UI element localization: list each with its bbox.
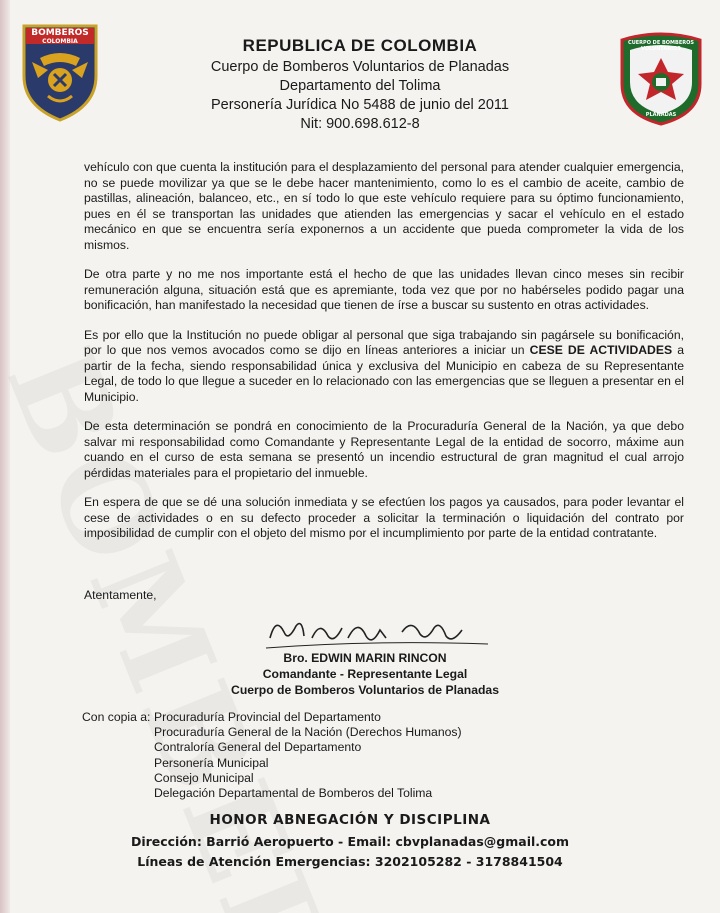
copy-recipient: Consejo Municipal [154, 770, 254, 785]
nit-number: Nit: 900.698.612-8 [300, 116, 420, 132]
copies-label: Con copia a: [82, 710, 151, 724]
right-logo-text [620, 40, 702, 52]
copy-recipient: Personería Municipal [154, 755, 269, 770]
organization-name: Cuerpo de Bomberos Voluntarios de Planadas [210, 59, 510, 75]
cese-actividades-emphasis: CESE DE ACTIVIDADES [529, 343, 673, 357]
address-email-line: Dirección: Barrió Aeropuerto - Email: cbvplanadas@gmail.com [130, 834, 570, 849]
country-title: REPUBLICA DE COLOMBIA [242, 36, 478, 55]
copy-recipient: Procuraduría Provincial del Departamento [154, 710, 381, 724]
paragraph-3-end: a partir de la fecha, siendo responsabilidad única y exclusiva del Municipio en cabeza de su Representante Legal, de todo lo que llegue a suceder en lo relacionado con las emergencias que se lleguen a presentar en el Municipio. [84, 343, 684, 404]
left-logo-top-text: BOMBEROS [31, 28, 89, 38]
copy-recipient: Procuraduría General de la Nación (Derechos Humanos) [154, 725, 462, 740]
emergency-phones-line: Líneas de Atención Emergencias: 3202105282 - 3178841504 [137, 854, 563, 869]
handwritten-signature [262, 608, 492, 656]
paragraph-1: vehículo con que cuenta la institución para el desplazamiento del personal para atender cualquier emergencia, no se puede movilizar ya que se le debe hacer mantenimiento, como lo es el cambio de aceite, cambio de pastillas, alineación, balanceo, etc., en sí todo lo que este vehículo requiere para su óptimo funcionamiento, pues en él se transportan las unidades que atienden las emergencias y sacar el vehículo en el estado mecánico en que se encuentra sería exponernos a un accidente que pueda comprometer la vida de los mismos. [84, 160, 684, 252]
letter-footer [90, 812, 610, 874]
signatory-block [200, 650, 530, 698]
paragraph-3-start: Es por ello que la Institución no puede obligar al personal que siga trabajando sin pagársele su bonificación, por lo que nos vemos avocados como se dijo en líneas anteriores a iniciar un [84, 327, 684, 357]
paragraph-3 [84, 328, 684, 406]
paragraph-4: De esta determinación se pondrá en conocimiento de la Procuraduría General de la Nación, ya que debo salvar mi responsabilidad como Comandante y Representante Legal de la entidad de socorro, máxime aun cuando en el curso de esta semana se presentó un incendio estructural de gran magnitud el cual arrojo pérdidas materiales para el propietario del inmueble. [84, 419, 684, 480]
institution-motto: HONOR ABNEGACIÓN Y DISCIPLINA [209, 812, 491, 828]
right-logo-bottom-text: PLANADAS [645, 112, 677, 118]
signatory-name: Bro. EDWIN MARIN RINCON [283, 651, 447, 665]
paragraph-5: En espera de que se dé una solución inmediata y se efectúen los pagos ya causados, para poder levantar el cese de actividades o en su defecto proceder a solicitar la terminación o liquidación del contrato por imposibilidad de cumplir con el objeto del mismo por el incumplimiento por parte de la entidad contratante. [84, 495, 684, 540]
copy-recipient: Contraloría General del Departamento [154, 740, 362, 755]
signatory-role: Comandante - Representante Legal [262, 667, 468, 681]
signatory-organization: Cuerpo de Bomberos Voluntarios de Planadas [231, 683, 499, 697]
closing-salutation: Atentamente, [84, 588, 157, 602]
copies-list [154, 710, 574, 801]
department-name: Departamento del Tolima [279, 78, 441, 94]
left-logo-text [24, 29, 96, 46]
letterhead [120, 36, 600, 134]
copy-recipient: Delegación Departamental de Bomberos del Tolima [154, 786, 433, 801]
right-logo-arc-text: CUERPO DE BOMBEROS VOLUNTARIOS [628, 40, 694, 52]
left-logo-bottom-text: COLOMBIA [42, 38, 78, 45]
legal-registration: Personería Jurídica No 5488 de junio del 2011 [211, 97, 509, 113]
paragraph-2: De otra parte y no me nos importante está el hecho de que las unidades llevan cinco meses sin recibir remuneración alguna, situación está que es apremiante, toda vez que por no habérseles podido pagar una bonificación, han manifestado la necesidad que tienen de írse a buscar su sustento en otras actividades. [84, 267, 684, 312]
letter-body [84, 160, 684, 556]
